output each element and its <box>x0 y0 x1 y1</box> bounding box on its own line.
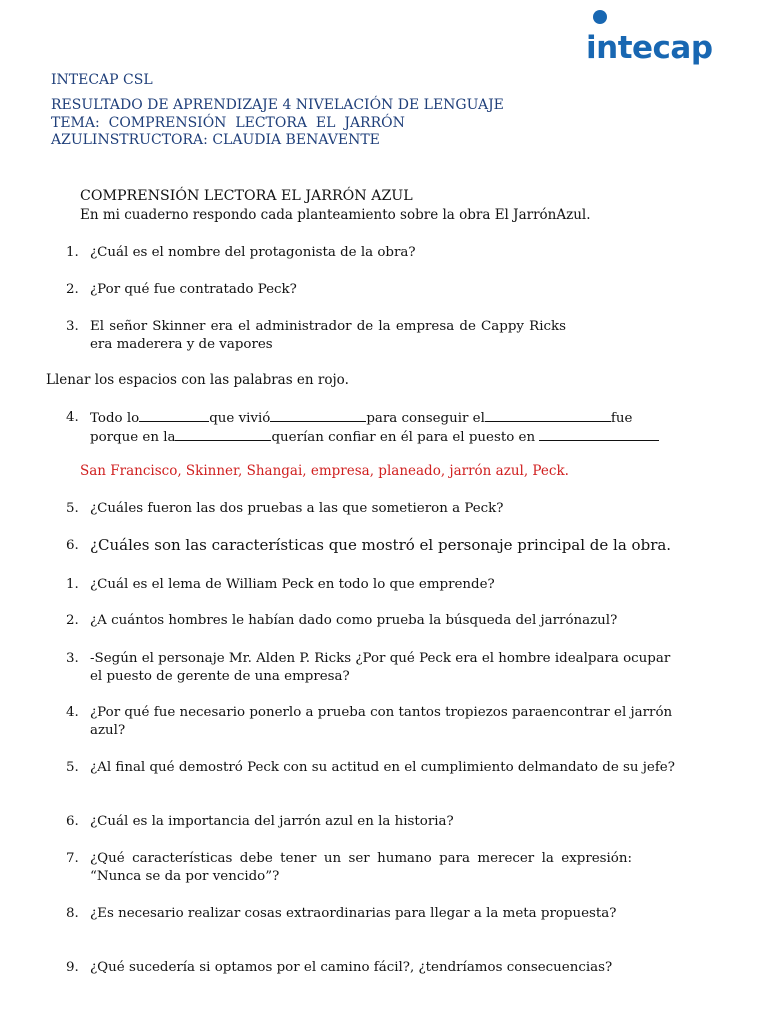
question-text: ¿Por qué fue contratado Peck? <box>90 282 297 297</box>
question-number: 2. <box>66 282 79 297</box>
question-number: 5. <box>66 760 79 775</box>
question-item <box>66 704 676 739</box>
fill-instruction: Llenar los espacios con las palabras en rojo. <box>46 372 349 388</box>
document-header <box>51 72 531 150</box>
fill-blank[interactable] <box>270 409 366 422</box>
question-text: ¿Por qué fue necesario ponerlo a prueba con tantos tropiezos paraencontrar el jarrón azul? <box>90 705 673 738</box>
question-number: 3. <box>66 319 79 334</box>
question-text: ¿Qué sucedería si optamos por el camino fácil?, ¿tendríamos consecuencias? <box>90 960 613 975</box>
question-number: 1. <box>66 577 79 592</box>
question-number: 5. <box>66 501 79 516</box>
header-line-instructor: AZULINSTRUCTORA: CLAUDIA BENAVENTE <box>51 132 380 148</box>
question-number: 8. <box>66 906 79 921</box>
question-item <box>66 850 632 885</box>
question-text: ¿A cuántos hombres le habían dado como prueba la búsqueda del jarrónazul? <box>90 613 618 628</box>
document-title: COMPRENSIÓN LECTORA EL JARRÓN AZUL <box>80 188 413 204</box>
question-number: 3. <box>66 651 79 666</box>
question-item <box>66 244 706 262</box>
fill-text-part: querían confiar en él para el puesto en <box>271 429 536 445</box>
question-text: ¿Qué características debe tener un ser humano para merecer la expresión: “Nunca se da por vencido”? <box>90 851 632 884</box>
word-bank: San Francisco, Skinner, Shangai, empresa, planeado, jarrón azul, Peck. <box>80 463 569 479</box>
question-number: 7. <box>66 851 79 866</box>
header-line-topic: TEMA: COMPRENSIÓN LECTORA EL JARRÓN <box>51 114 405 131</box>
question-text: ¿Cuál es la importancia del jarrón azul en la historia? <box>90 814 454 829</box>
fill-blank[interactable] <box>175 428 271 441</box>
question-item <box>66 813 706 831</box>
question-text: ¿Es necesario realizar cosas extraordinarias para llegar a la meta propuesta? <box>90 906 617 921</box>
document-intro: En mi cuaderno respondo cada planteamiento sobre la obra El JarrónAzul. <box>80 207 591 223</box>
header-org: INTECAP CSL <box>51 72 153 88</box>
fill-text-part: porque en la <box>90 429 176 445</box>
question-number: 9. <box>66 960 79 975</box>
question-text: ¿Cuáles fueron las dos pruebas a las que sometieron a Peck? <box>90 501 504 516</box>
fill-text-part: Todo lo <box>90 411 140 426</box>
question-item <box>66 905 642 923</box>
question-number: 6. <box>66 538 79 553</box>
question-number: 2. <box>66 613 79 628</box>
fill-blank[interactable] <box>485 409 611 422</box>
question-text: ¿Cuál es el lema de William Peck en todo lo que emprende? <box>90 577 495 592</box>
question-item <box>66 500 706 518</box>
question-number: 4. <box>66 410 79 425</box>
question-text: ¿Cuál es el nombre del protagonista de la obra? <box>90 245 416 260</box>
header-line-result: RESULTADO DE APRENDIZAJE 4 NIVELACIÓN DE LENGUAJE <box>51 97 504 113</box>
question-item <box>66 650 686 685</box>
question-item <box>66 759 676 777</box>
question-text: ¿Cuáles son las características que mostró el personaje principal de la obra. <box>90 536 672 554</box>
question-item <box>66 281 706 299</box>
question-item <box>66 612 706 630</box>
question-item <box>66 576 706 594</box>
fill-text-part: fue <box>610 411 633 426</box>
question-item <box>66 959 706 977</box>
question-number: 6. <box>66 814 79 829</box>
fill-text-part: que vivió <box>209 411 271 426</box>
logo-text: intecap <box>586 30 713 66</box>
question-item <box>66 318 706 353</box>
question-text: ¿Al final qué demostró Peck con su actitud en el cumplimiento delmandato de su jefe? <box>90 760 675 775</box>
fill-blank[interactable] <box>139 409 209 422</box>
question-item <box>66 537 706 555</box>
intecap-logo <box>586 10 718 72</box>
question-number: 1. <box>66 245 79 260</box>
fill-in-text <box>90 409 706 446</box>
fill-text-part: para conseguir el <box>366 411 485 426</box>
question-number: 4. <box>66 705 79 720</box>
fill-blank[interactable] <box>539 428 659 441</box>
question-text: El señor Skinner era el administrador de la empresa de Cappy Ricks era maderera y de vapores <box>90 319 566 352</box>
fill-in-item <box>66 409 706 446</box>
question-text: -Según el personaje Mr. Alden P. Ricks ¿Por qué Peck era el hombre idealpara ocupar el puesto de gerente de una empresa? <box>90 651 671 684</box>
logo-dot-icon <box>593 10 607 24</box>
